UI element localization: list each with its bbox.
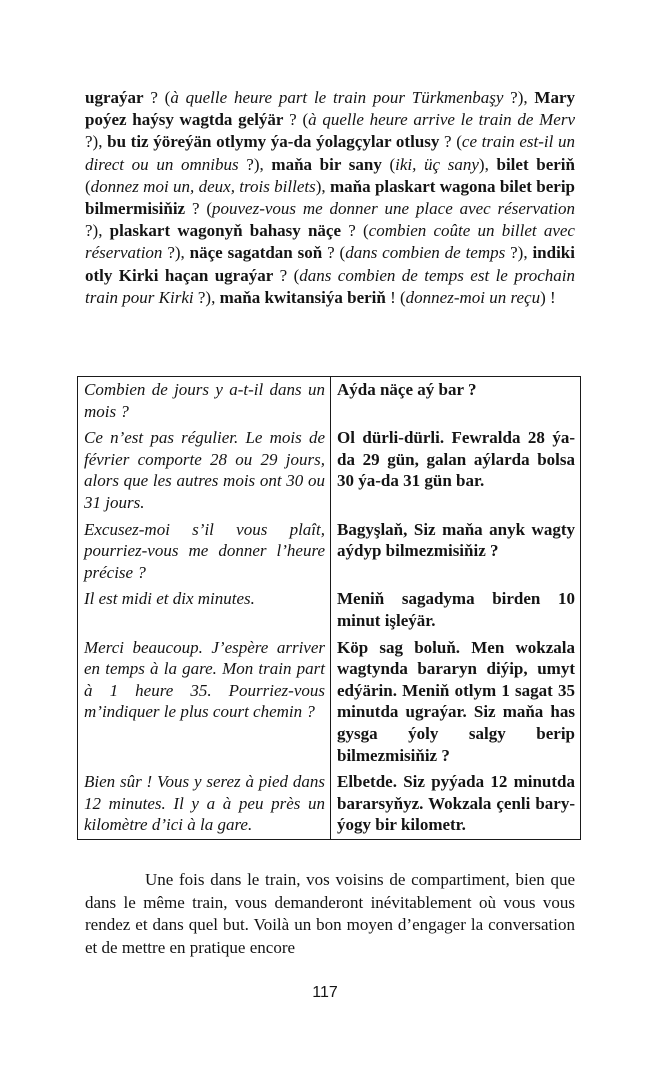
french-cell: Ce n’est pas régulier. Le mois de février comporte 28 ou 29 jours, alors que les autres mois ont 30 ou 31 jours. [78, 425, 331, 516]
punctuation: ?), [162, 243, 190, 263]
punctuation: ? ( [283, 110, 309, 130]
punctuation: ( [85, 176, 91, 196]
turkmen-phrase: indiki otly Kirki haçan ugraýar [85, 243, 575, 285]
french-translation: iki, üç sany [395, 154, 479, 174]
punctuation: ), [478, 154, 497, 174]
punctuation: ?), [85, 221, 110, 241]
punctuation: ), [315, 176, 330, 196]
dialog-row [78, 517, 581, 587]
french-translation: donnez moi un, deux, trois billets [90, 176, 316, 196]
turkmen-cell: Ol dürli-dürli. Fewralda 28 ýa-da 29 gün, galan aýlarda bolsa 30 ýa-da 31 gün bar. [331, 425, 581, 516]
dialog-row [78, 635, 581, 770]
turkmen-phrase: ugraýar [85, 88, 144, 107]
french-cell: Combien de jours y a-t-il dans un mois ? [78, 377, 331, 426]
page-number: 117 [312, 984, 338, 1001]
punctuation: ?), [85, 132, 108, 152]
turkmen-cell: Köp sag boluň. Men wokzala wagtynda bararyn diýip, umyt edýärin. Meniň otlym 1 sagat 35 minutda ugraýar. Siz maňa has gysga ýoly salgy berip bilmezmisiňiz ? [331, 635, 581, 770]
top-paragraph [85, 87, 575, 309]
punctuation: ( [381, 154, 396, 174]
turkmen-phrase: bu tiz ýöreýän otlymy ýa-da ýolagçylar otlusy [107, 132, 440, 152]
punctuation: ?), [193, 287, 220, 307]
french-cell: Excusez-moi s’il vous plaît, pourriez-vous me donner l’heure précise ? [78, 517, 331, 587]
punctuation: ? ( [322, 243, 346, 263]
turkmen-cell: Elbetde. Siz pyýada 12 minutda bararsyňyz. Wokzala çenli bary-ýogy bir kilometr. [331, 769, 581, 839]
french-translation: combien coûte un billet avec réservation [85, 221, 575, 263]
dialog-row [78, 586, 581, 634]
turkmen-cell: Meniň sagadyma birden 10 minut işleýär. [331, 586, 581, 634]
french-translation: ce train est-il un direct ou un omnibus [85, 132, 575, 174]
dialog-table [77, 376, 581, 840]
dialog-row [78, 377, 581, 426]
punctuation: ) ! [540, 287, 556, 307]
punctuation: ! ( [385, 287, 406, 307]
turkmen-phrase: näçe sagatdan soň [189, 243, 323, 263]
turkmen-phrase: plaskart wagonyň bahasy näçe [109, 221, 342, 241]
punctuation: ?), [505, 243, 533, 263]
french-translation: à quelle heure part le train pour Türkmenbaşy [170, 88, 504, 107]
french-cell: Bien sûr ! Vous y serez à pied dans 12 minutes. Il y a à peu près un kilomètre d’ici à la gare. [78, 769, 331, 839]
turkmen-cell: Bagyşlaň, Siz maňa anyk wagty aýdyp bilmezmisiňiz ? [331, 517, 581, 587]
turkmen-phrase: maňa plaskart wagona bilet berip bilmermisiňiz [85, 176, 575, 219]
punctuation: ?), [503, 88, 535, 107]
french-translation: donnez-moi un reçu [405, 287, 541, 307]
turkmen-cell: Aýda näçe aý bar ? [331, 377, 581, 426]
turkmen-phrase: maňa bir sany [271, 154, 382, 174]
punctuation: ? ( [143, 88, 171, 107]
french-translation: à quelle heure arrive le train de Merv [308, 110, 575, 130]
french-translation: dans combien de temps est le prochain train pour Kirki [85, 265, 575, 307]
turkmen-phrase: maňa kwitansiýa beriň [219, 287, 386, 307]
punctuation: ? ( [439, 132, 462, 152]
turkmen-phrase: bilet beriň [496, 154, 575, 174]
french-cell: Merci beaucoup. J’espère arriver en temps à la gare. Mon train part à 1 heure 35. Pourriez-vous m’indiquer le plus court chemin ? [78, 635, 331, 770]
dialog-row [78, 425, 581, 516]
punctuation: ?), [238, 154, 272, 174]
french-translation: dans combien de temps [345, 243, 506, 263]
punctuation: ? ( [185, 199, 212, 219]
punctuation: ? ( [273, 265, 300, 285]
turkmen-phrase: Mary poýez haýsy wagtda gelýär [85, 88, 575, 130]
punctuation: ? ( [341, 221, 369, 241]
french-translation: pouvez-vous me donner une place avec réservation [212, 199, 575, 219]
french-cell: Il est midi et dix minutes. [78, 586, 331, 634]
bottom-paragraph: Une fois dans le train, vos voisins de compartiment, bien que dans le même train, vous demanderont inévitablement où vous vous rendez et dans quel but. Voilà un bon moyen d’engager la conversation et de mettre en pratique encore [85, 870, 575, 957]
dialog-row [78, 769, 581, 839]
